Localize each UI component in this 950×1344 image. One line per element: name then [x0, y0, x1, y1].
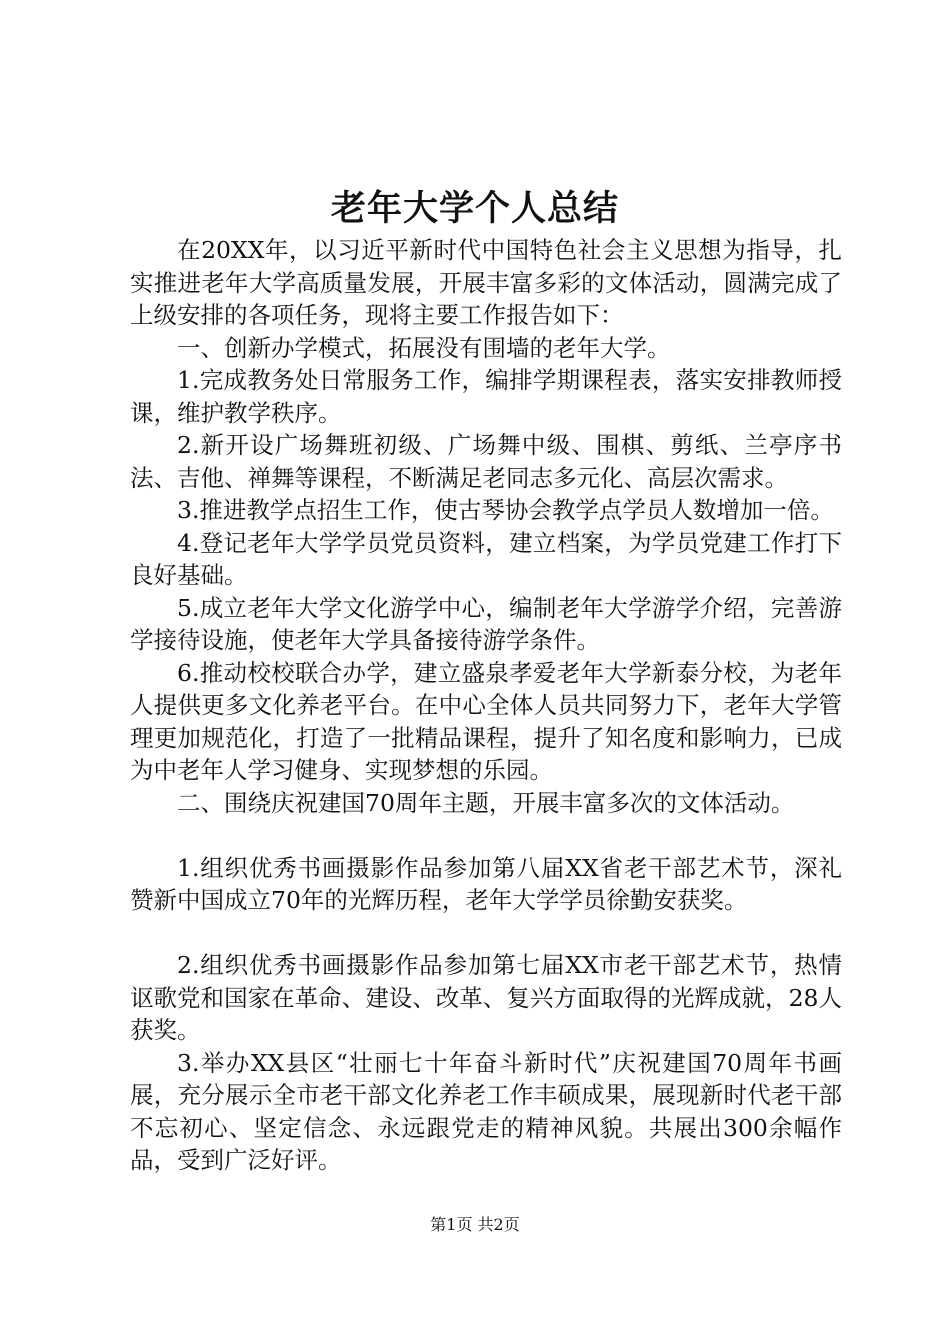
list-item: 2.新开设广场舞班初级、广场舞中级、围棋、剪纸、兰亭序书法、吉他、禅舞等课程，不断满足老同志多元化、高层次需求。: [130, 431, 842, 492]
paragraph-spacer: [130, 819, 842, 852]
paragraph-intro: 在20XX年，以习近平新时代中国特色社会主义思想为指导，扎实推进老年大学高质量发展，开展丰富多彩的文体活动，圆满完成了上级安排的各项任务，现将主要工作报告如下：: [130, 236, 842, 329]
list-item: 6.推动校校联合办学，建立盛泉孝爱老年大学新泰分校，为老年人提供更多文化养老平台。在中心全体人员共同努力下，老年大学管理更加规范化，打造了一批精品课程，提升了知名度和影响力，已成为中老年人学习健身、实现梦想的乐园。: [130, 658, 842, 784]
paragraph-spacer: [130, 917, 842, 950]
list-item: 4.登记老年大学学员党员资料，建立档案，为学员党建工作打下良好基础。: [130, 528, 842, 589]
list-item: 3.举办XX县区“壮丽七十年奋斗新时代”庆祝建国70周年书画展，充分展示全市老干部文化养老工作丰硕成果，展现新时代老干部不忘初心、坚定信念、永远跟党走的精神风貌。共展出300余幅作品，受到广泛好评。: [130, 1048, 842, 1174]
list-item: 3.推进教学点招生工作，使古琴协会教学点学员人数增加一倍。: [177, 496, 834, 524]
list-item: 2.组织优秀书画摄影作品参加第七届XX市老干部艺术节，热情讴歌党和国家在革命、建设、改革、复兴方面取得的光辉成就，28人获奖。: [130, 951, 842, 1044]
list-item: 1.组织优秀书画摄影作品参加第八届XX省老干部艺术节，深礼赞新中国成立70年的光辉历程，老年大学学员徐勤安获奖。: [130, 853, 842, 914]
page-title: 老年大学个人总结: [330, 188, 619, 229]
page-footer: 第1页 共2页: [430, 1215, 520, 1234]
section-heading-1: 一、创新办学模式，拓展没有围墙的老年大学。: [177, 333, 671, 362]
list-item: 1.完成教务处日常服务工作，编排学期课程表，落实安排教师授课，维护教学秩序。: [130, 366, 842, 427]
document-body: [130, 234, 842, 1177]
list-item: 5.成立老年大学文化游学中心，编制老年大学游学介绍，完善游学接待设施，使老年大学具备接待游学条件。: [130, 593, 842, 654]
section-heading-2: 二、围绕庆祝建国70周年主题，开展丰富多次的文体活动。: [177, 788, 795, 817]
